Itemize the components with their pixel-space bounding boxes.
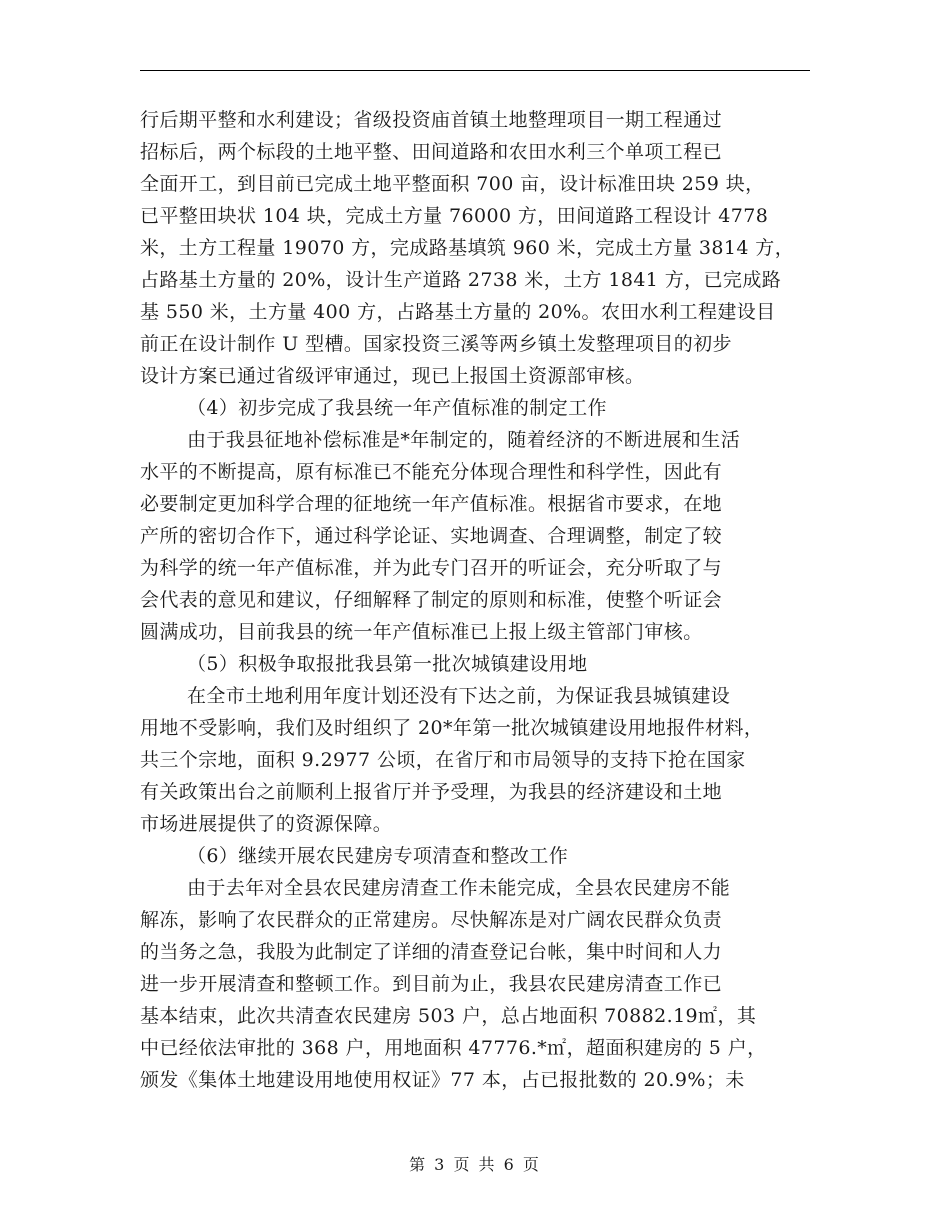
paragraph-line: 招标后，两个标段的土地平整、田间道路和农田水利三个单项工程已 xyxy=(140,141,723,163)
paragraph-line: 圆满成功，目前我县的统一年产值标准已上报上级主管部门审核。 xyxy=(140,621,703,643)
paragraph-line: 由于去年对全县农民建房清查工作未能完成，全县农民建房不能 xyxy=(187,877,731,899)
paragraph-line: 前正在设计制作 U 型槽。国家投资三溪等两乡镇土发整理项目的初步 xyxy=(140,333,732,355)
paragraph-line: （4）初步完成了我县统一年产值标准的制定工作 xyxy=(187,397,607,419)
paragraph-line: 有关政策出台之前顺利上报省厅并予受理，为我县的经济建设和土地 xyxy=(140,781,723,803)
paragraph-line: （6）继续开展农民建房专项清查和整改工作 xyxy=(187,845,569,867)
paragraph-line: 用地不受影响，我们及时组织了 20*年第一批次城镇建设用地报件材料， xyxy=(140,717,764,739)
paragraph-line: （5）积极争取报批我县第一批次城镇建设用地 xyxy=(187,653,588,675)
paragraph-line: 产所的密切合作下，通过科学论证、实地调查、合理调整，制定了较 xyxy=(140,525,723,547)
paragraph-line: 设计方案已通过省级评审通过，现已上报国土资源部审核。 xyxy=(140,365,645,387)
paragraph-line: 市场进展提供了的资源保障。 xyxy=(140,813,393,835)
paragraph-line: 由于我县征地补偿标准是*年制定的，随着经济的不断进展和生活 xyxy=(187,429,741,451)
paragraph-line: 颁发《集体土地建设用地使用权证》77 本，占已报批数的 20.9%；未 xyxy=(140,1069,745,1091)
paragraph-line: 的当务之急，我股为此制定了详细的清查登记台帐，集中时间和人力 xyxy=(140,941,723,963)
paragraph-line: 水平的不断提高，原有标准已不能充分体现合理性和科学性，因此有 xyxy=(140,461,723,483)
paragraph-line: 行后期平整和水利建设；省级投资庙首镇土地整理项目一期工程通过 xyxy=(140,109,723,131)
paragraph-line: 必要制定更加科学合理的征地统一年产值标准。根据省市要求，在地 xyxy=(140,493,723,515)
paragraph-line: 全面开工，到目前已完成土地平整面积 700 亩，设计标准田块 259 块， xyxy=(140,173,765,195)
paragraph-line: 中已经依法审批的 368 户，用地面积 47776.*㎡，超面积建房的 5 户， xyxy=(140,1037,767,1059)
paragraph-line: 基 550 米，土方量 400 方，占路基土方量的 20%。农田水利工程建设目 xyxy=(140,301,776,323)
page-footer: 第 3 页 共 6 页 xyxy=(409,1155,541,1174)
paragraph-line: 会代表的意见和建议，仔细解释了制定的原则和标准，使整个听证会 xyxy=(140,589,723,611)
paragraph-line: 进一步开展清查和整顿工作。到目前为止，我县农民建房清查工作已 xyxy=(140,973,723,995)
header-rule xyxy=(140,70,810,71)
paragraph-line: 解冻，影响了农民群众的正常建房。尽快解冻是对广阔农民群众负责 xyxy=(140,909,723,931)
document-body xyxy=(140,104,820,1096)
paragraph-line: 米，土方工程量 19070 方，完成路基填筑 960 米，完成土方量 3814 方， xyxy=(140,237,795,259)
paragraph-line: 共三个宗地，面积 9.2977 公顷，在省厅和市局领导的支持下抢在国家 xyxy=(140,749,746,771)
paragraph-line: 基本结束，此次共清查农民建房 503 户，总占地面积 70882.19㎡，其 xyxy=(140,1005,757,1027)
paragraph-line: 在全市土地利用年度计划还没有下达之前，为保证我县城镇建设 xyxy=(187,685,731,707)
paragraph-line: 为科学的统一年产值标准，并为此专门召开的听证会，充分听取了与 xyxy=(140,557,723,579)
paragraph-line: 已平整田块状 104 块，完成土方量 76000 方，田间道路工程设计 4778 xyxy=(140,205,769,227)
paragraph-line: 占路基土方量的 20%，设计生产道路 2738 米，土方 1841 方，已完成路 xyxy=(140,269,782,291)
